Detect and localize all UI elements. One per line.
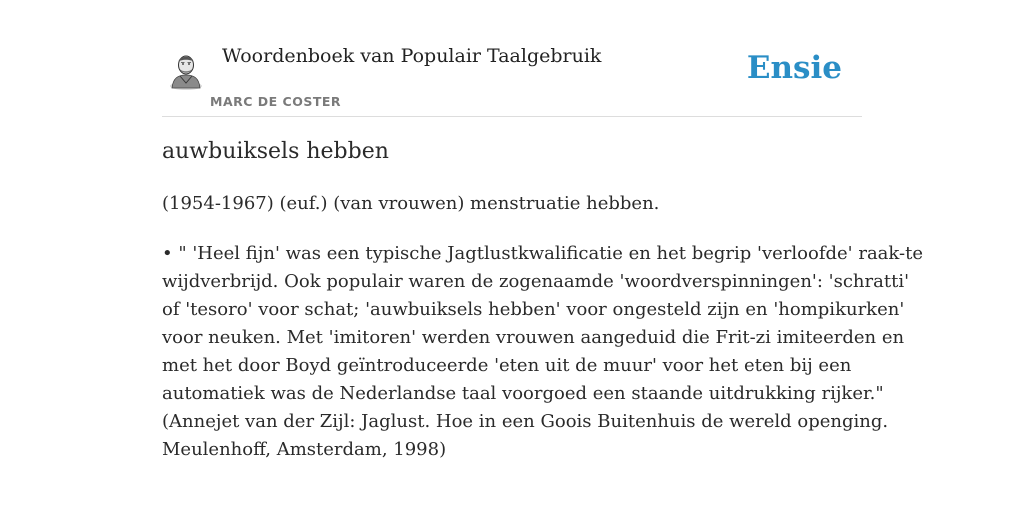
dictionary-title[interactable]: Woordenboek van Populair Taalgebruik: [222, 45, 602, 67]
quote-line: automatiek was de Nederlandse taal voorgoed een staande uitdrukking rijker.": [162, 383, 884, 404]
author-name[interactable]: MARC DE COSTER: [210, 94, 342, 109]
author-portrait-icon: [168, 50, 204, 90]
quote-line: Meulenhoff, Amsterdam, 1998): [162, 439, 447, 460]
quote-line: • " 'Heel fijn' was een typische Jagtlustkwalificatie en het begrip 'verloofde' raak-te: [162, 243, 923, 264]
quote-line: voor neuken. Met 'imitoren' werden vrouwen aangeduid die Frit-zi imiteerden en: [162, 327, 905, 348]
entry-quote: [162, 240, 923, 464]
quote-line: met het door Boyd geïntroduceerde 'eten uit de muur' voor het eten bij een: [162, 355, 852, 376]
brand-logo[interactable]: Ensie: [746, 50, 842, 86]
header: [162, 40, 862, 117]
quote-line: wijdverbrijd. Ook populair waren de zogenaamde 'woordverspinningen': 'schratti': [162, 271, 910, 292]
entry-definition: (1954-1967) (euf.) (van vrouwen) menstruatie hebben.: [162, 193, 660, 214]
quote-line: (Annejet van der Zijl: Jaglust. Hoe in een Goois Buitenhuis de wereld openging.: [162, 411, 889, 432]
quote-line: of 'tesoro' voor schat; 'auwbuiksels hebben' voor ongesteld zijn en 'hompikurken': [162, 299, 905, 320]
entry-term: auwbuiksels hebben: [162, 139, 389, 164]
